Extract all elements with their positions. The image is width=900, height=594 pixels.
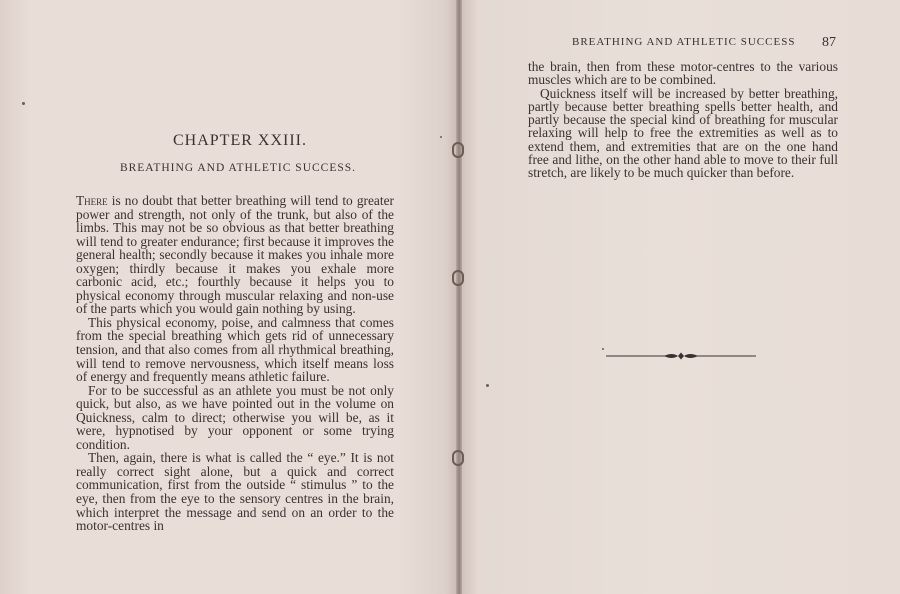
chapter-title: CHAPTER XXIII. — [173, 132, 307, 149]
paragraph — [76, 194, 394, 316]
paper-speck — [486, 384, 489, 387]
book-gutter — [456, 0, 462, 594]
paragraph-text: is no doubt that better breathing will tend to greater power and strength, not only of the trunk, but also of the limbs. This may not be so obvious as that better breathing will tend to greater endurance; first because it improves the general health; secondly because it makes you inhale more oxygen; thirdly because it makes you exhale more carbonic acid, etc.; fourthly because it helps you to physical economy through muscular relaxing and non-use of the parts which you would gain nothing by using. — [76, 193, 394, 317]
paragraph: For to be successful as an athlete you must be not only quick, but also, as we have pointed out in the volume on Quickness, calm to direct; otherwise you will be, as it were, hypnotised by your opponent or some trying condition. — [76, 382, 394, 452]
paragraph: the brain, then from these motor-centres to the various muscles which are to be combined. — [528, 59, 838, 88]
paragraph: Quickness itself will be increased by better breathing, partly because better breathing spells better health, and partly because the special kind of breathing for muscular relaxing will help to free the extremities as well as to extend them, and extremities that are on the one hand free and lithe, on the other hand able to move to their full stretch, are likely to be much quicker than before. — [528, 85, 838, 181]
left-body-text — [76, 194, 394, 533]
drop-lead-word: There — [76, 193, 108, 208]
page-number: 87 — [822, 35, 836, 50]
paper-speck — [602, 348, 604, 350]
paragraph: Then, again, there is what is called the “ eye.” It is not really correct sight alone, but a quick and correct communication, first from the outside “ stimulus ” to the eye, then from the eye to the sensory centres in the brain, which interpret the message and send on an order to the motor-centres in — [76, 450, 394, 534]
running-head: BREATHING AND ATHLETIC SUCCESS — [572, 36, 796, 48]
paragraph: This physical economy, poise, and calmness that comes from the special breathing which gets rid of unnecessary tension, and that also comes from all rhythmical breathing, will tend to remove nervousness, which itself means loss of energy and frequently means athletic failure. — [76, 314, 394, 385]
right-body-text — [528, 60, 838, 180]
binding-stitch — [452, 270, 464, 286]
binding-stitch — [452, 450, 464, 466]
section-end-ornament-icon — [606, 350, 756, 362]
chapter-subtitle: BREATHING AND ATHLETIC SUCCESS. — [119, 162, 357, 174]
paper-speck — [440, 136, 442, 138]
paper-speck — [22, 102, 25, 105]
binding-stitch — [452, 142, 464, 158]
